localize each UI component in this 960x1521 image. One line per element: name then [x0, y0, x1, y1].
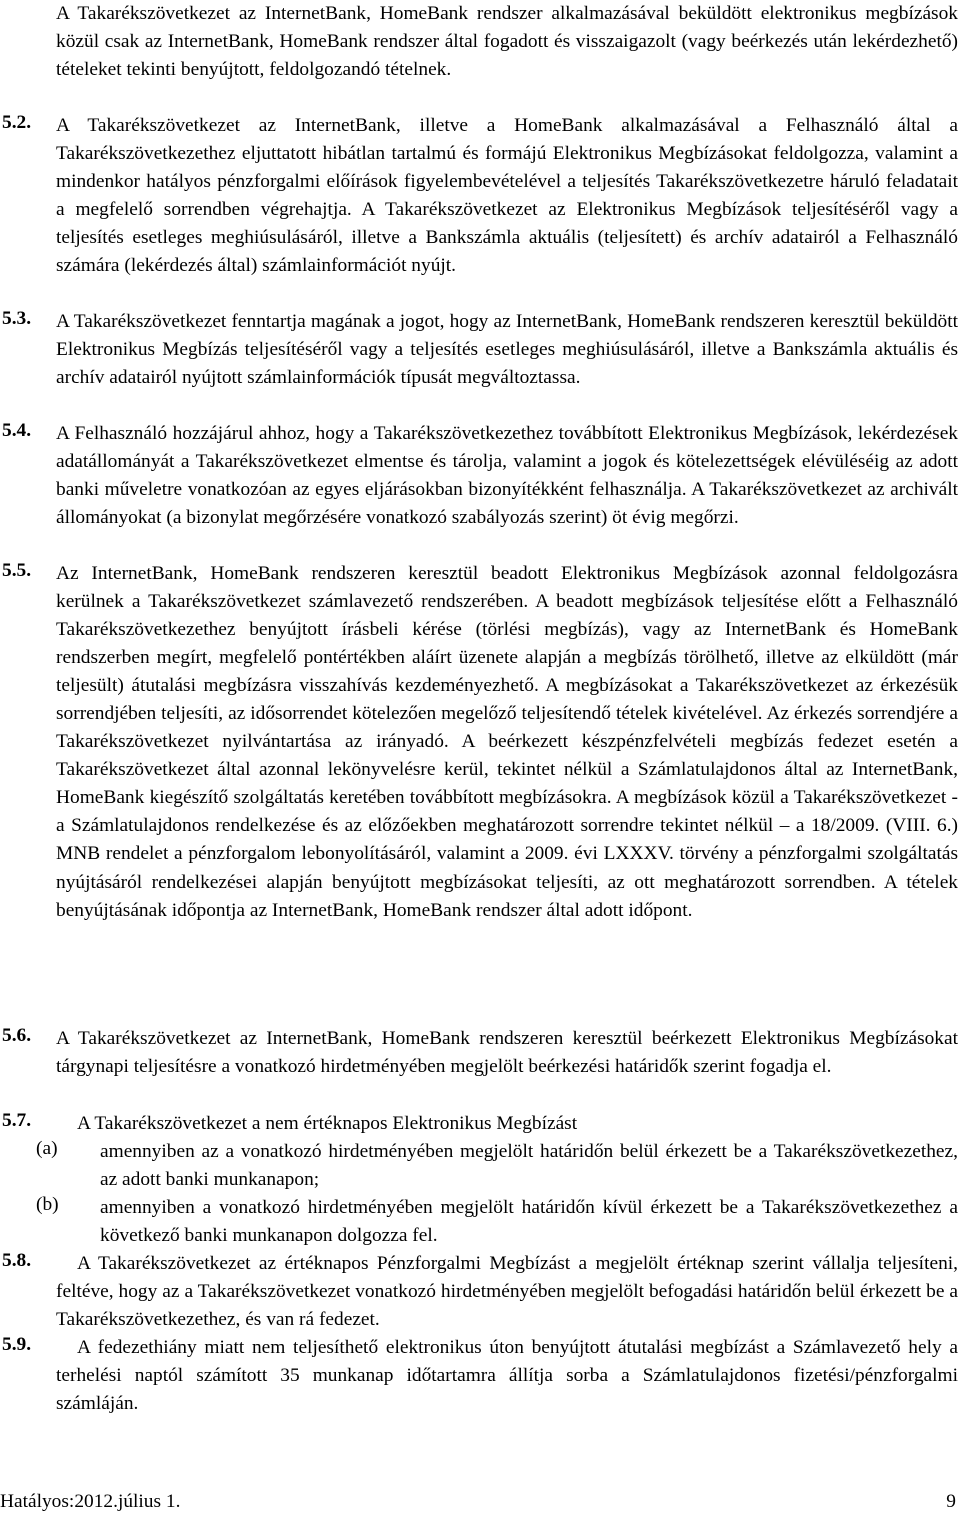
section-5-6 [2, 1025, 958, 1081]
list-item [36, 1194, 958, 1250]
section-5-2 [2, 112, 958, 280]
section-text: Az InternetBank, HomeBank rendszeren keresztül beadott Elektronikus Megbízások azonnal feldolgozásra kerülnek a Takarékszövetkezet számlavezető rendszerében. A beadott megbízások teljesítése előtt a Felhasználó Takarékszövetkezethez benyújtott írásbeli kérése (törlési megbízás), vagy az InternetBank és HomeBank rendszerben megírt, megfelelő pontértékben aláírt üzenete alapján a megbízás törölhető, illetve az elküldött (már teljesült) átutalási megbízásra visszahívás kezdeményezhető. A megbízásokat a Takarékszövetkezet az érkezésük sorrendjében teljesíti, az idősorrendet kötelezően megelőző teljesítendő tételek kivételével. Az érkezés sorrendjére a Takarékszövetkezet nyilvántartása az irányadó. A beérkezett készpénzfelvételi megbízás fedezet esetén a Takarékszövetkezet által azonnal lekönyvelésre kerül, tekintet nélkül a Számlatulajdonos által az InternetBank, HomeBank kiegészítő szolgáltatás keretében továbbított megbízásokra. A megbízások közül a Takarékszövetkezet - a Számlatulajdonos rendelkezése és az előzőekben meghatározott sorrendre tekintet nélkül – a 18/2009. (VIII. 6.) MNB rendelet a pénzforgalom lebonyolításáról, valamint a 2009. évi LXXXV. törvény a pénzforgalmi szolgáltatás nyújtásáról rendelkezései alapján benyújtott megbízásokat teljesíti, az ott meghatározott sorrendben. A tételek benyújtásának időpontja az InternetBank, HomeBank rendszer által adott időpont. [56, 563, 958, 921]
section-text: A Takarékszövetkezet a nem értéknapos Elektronikus Megbízást [77, 1113, 578, 1134]
section-text: A Takarékszövetkezet az értéknapos Pénzforgalmi Megbízást a megjelölt értéknap szerint vállalja teljesíteni, feltéve, hogy az a Takarékszövetkezet vonatkozó hirdetményében megjelölt befogadási határidőn belül érkezett be a Takarékszövetkezethez, és van rá fedezet. [56, 1253, 958, 1331]
page-number: 9 [946, 1491, 956, 1512]
page-footer [0, 1491, 960, 1519]
list-item-label: (b) [36, 1194, 59, 1216]
section-5-3 [2, 308, 958, 392]
section-text: A Takarékszövetkezet az InternetBank, illetve a HomeBank alkalmazásával a Felhasználó által a Takarékszövetkezethez eljuttatott hibátlan tartalmú és formájú Elektronikus Megbízásokat feldolgozza, valamint a mindenkor hatályos pénzforgalmi előírások figyelembevételével a teljesítés Takarékszövetkezetre háruló feladatait a megfelelő sorrendben végrehajtja. A Takarékszövetkezet az Elektronikus Megbízások teljesítéséről vagy a teljesítés esetleges meghiúsulásáról, illetve a Bankszámla aktuális (teljesített) és archív adatairól a Felhasználó számára (lekérdezés által) számlainformációt nyújt. [56, 115, 958, 277]
list-item-text: amennyiben az a vonatkozó hirdetményében megjelölt határidőn belül érkezett be a Takarékszövetkezethez, az adott banki munkanapon; [100, 1141, 958, 1191]
section-number: 5.7. [2, 1110, 32, 1131]
section-text: A Takarékszövetkezet az InternetBank, HomeBank rendszeren keresztül beérkezett Elektronikus Megbízásokat tárgynapi teljesítésre a vonatkozó hirdetményében megjelölt beérkezési határidők szerint fogadja el. [56, 1028, 958, 1078]
intro-paragraph: A Takarékszövetkezet az InternetBank, HomeBank rendszer alkalmazásával beküldött elektronikus megbízások közül csak az InternetBank, HomeBank rendszer által fogadott és visszaigazolt (vagy beérkezés után lekérdezhető) tételeket tekinti benyújtott, feldolgozandó tételnek. [56, 3, 958, 81]
list-item-label: (a) [36, 1138, 58, 1160]
section-5-9 [2, 1334, 958, 1418]
section-number: 5.6. [2, 1025, 32, 1046]
list-item [36, 1138, 958, 1194]
section-5-4 [2, 420, 958, 532]
section-text: A Felhasználó hozzájárul ahhoz, hogy a Takarékszövetkezethez továbbított Elektronikus Megbízások, lekérdezések adatállományát a Takarékszövetkezet elmentse és tárolja, valamint a jogok és kötelezettségek elévüléséig az adott banki műveletre vonatkozóan az egyes eljárásokban bizonyítékként felhasználja. A Takarékszövetkezet az archivált állományokat (a bizonylat megőrzésére vonatkozó szabályozás szerint) öt évig megőrzi. [56, 423, 958, 529]
effective-date: Hatályos:2012.július 1. [0, 1491, 181, 1512]
section-5-8 [2, 1250, 958, 1334]
section-number: 5.3. [2, 308, 32, 329]
section-text: A Takarékszövetkezet fenntartja magának a jogot, hogy az InternetBank, HomeBank rendszeren keresztül beküldött Elektronikus Megbízás teljesítéséről vagy a teljesítés esetleges meghiúsulásáról, illetve a Bankszámla aktuális és archív adatairól nyújtott számlainformációk típusát megváltoztassa. [56, 311, 958, 389]
section-number: 5.2. [2, 112, 32, 133]
section-number: 5.9. [2, 1334, 32, 1355]
section-number: 5.5. [2, 560, 32, 581]
list-item-text: amennyiben a vonatkozó hirdetményében megjelölt határidőn kívül érkezett be a Takarékszövetkezethez a következő banki munkanapon dolgozza fel. [100, 1197, 958, 1247]
section-number: 5.8. [2, 1250, 32, 1271]
section-5-7 [2, 1110, 958, 1250]
section-number: 5.4. [2, 420, 32, 441]
section-text: A fedezethiány miatt nem teljesíthető elektronikus úton benyújtott átutalási megbízást a Számlavezető hely a terhelési naptól számított 35 munkanap időtartamra állítja sorba a Számlatulajdonos fizetési/pénzforgalmi számláján. [56, 1337, 958, 1415]
section-5-5 [2, 560, 958, 925]
